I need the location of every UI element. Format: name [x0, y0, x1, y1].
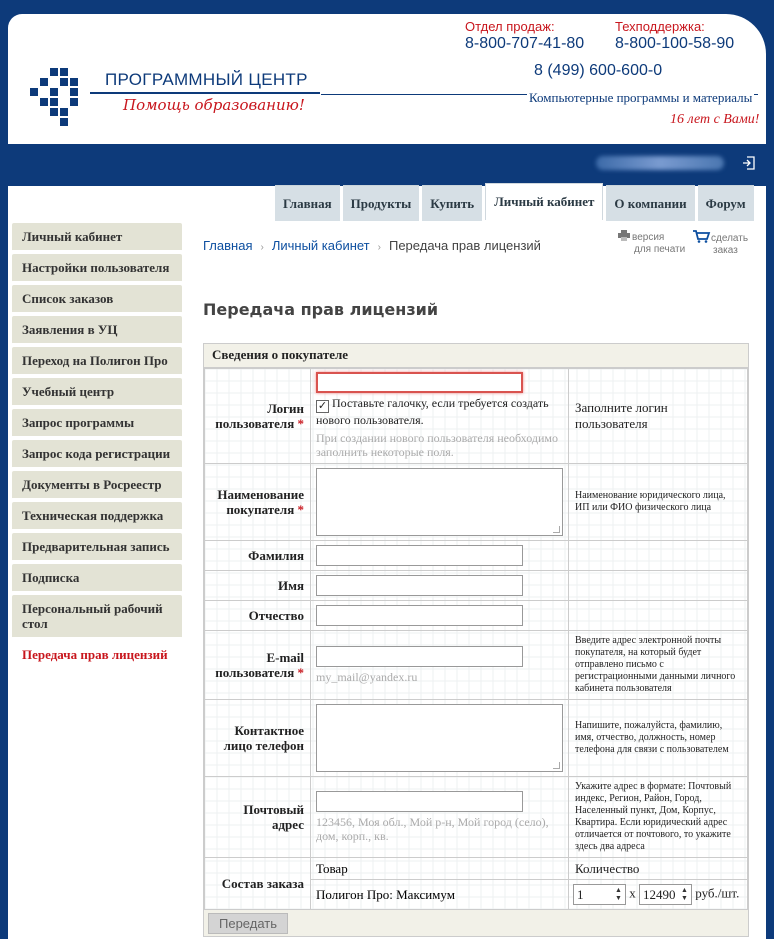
form-section-title: Сведения о покупателе — [204, 344, 748, 368]
times-sign: x — [629, 885, 636, 901]
logout-icon[interactable] — [742, 156, 756, 170]
printer-icon — [618, 230, 630, 241]
product-name: Полигон Про: Максимум — [311, 880, 569, 910]
form-table — [204, 368, 748, 910]
tab-forum[interactable]: Форум — [698, 185, 754, 221]
sidebar-item-uc-applications[interactable]: Заявления в УЦ — [12, 316, 182, 345]
breadcrumb-home[interactable]: Главная — [203, 238, 253, 253]
stepper-arrows-icon[interactable]: ▲ ▼ — [615, 886, 622, 902]
login-label: Логин пользователя * — [205, 369, 311, 464]
tab-about[interactable]: О компании — [606, 185, 694, 221]
sidebar-item-poligon-upgrade[interactable]: Переход на Полигон Про — [12, 347, 182, 376]
email-input[interactable] — [316, 646, 523, 667]
sidebar-item-subscription[interactable]: Подписка — [12, 564, 182, 593]
order-label: Состав заказа — [205, 858, 311, 910]
logo-divider — [90, 92, 320, 94]
tab-products[interactable]: Продукты — [343, 185, 420, 221]
surname-label: Фамилия — [205, 541, 311, 571]
submit-button[interactable]: Передать — [208, 913, 288, 934]
stepper-arrows-icon[interactable]: ▲ ▼ — [681, 886, 688, 902]
sidebar-item-training[interactable]: Учебный центр — [12, 378, 182, 407]
tab-home[interactable]: Главная — [275, 185, 340, 221]
sidebar-item-support[interactable]: Техническая поддержка — [12, 502, 182, 531]
buyer-hint: Наименование юридического лица, ИП или ФИО физического лица — [569, 464, 748, 541]
email-placeholder: my_mail@yandex.ru — [316, 670, 418, 684]
breadcrumb-cabinet[interactable]: Личный кабинет — [271, 238, 370, 253]
quantity-stepper[interactable]: 1 ▲ ▼ — [573, 884, 626, 905]
breadcrumb-current: Передача прав лицензий — [388, 238, 541, 253]
cart-icon — [693, 230, 711, 243]
price-unit: руб./шт. — [695, 885, 740, 901]
sidebar-item-cabinet[interactable]: Личный кабинет — [12, 223, 182, 252]
tab-cabinet[interactable]: Личный кабинет — [485, 183, 603, 220]
sales-label: Отдел продаж: — [465, 19, 555, 34]
sidebar-item-appointment[interactable]: Предварительная запись — [12, 533, 182, 562]
breadcrumb-separator-icon: › — [260, 242, 264, 253]
tab-buy[interactable]: Купить — [422, 185, 482, 221]
create-user-checkbox[interactable]: ✓ — [317, 400, 328, 412]
email-label: E-mail пользователя * — [205, 631, 311, 700]
order-line-1: сделать — [711, 233, 749, 244]
buyer-form — [203, 343, 749, 937]
breadcrumb — [203, 238, 541, 253]
sidebar-item-license-transfer[interactable]: Передача прав лицензий — [12, 641, 182, 670]
page-title: Передача прав лицензий — [203, 300, 439, 319]
create-user-option[interactable] — [316, 396, 563, 428]
user-name-blurred[interactable] — [596, 156, 724, 170]
sidebar-item-desktop[interactable]: Персональный рабочий стол — [12, 595, 182, 639]
support-label: Техподдержка: — [615, 19, 705, 34]
col-product: Товар — [311, 858, 569, 880]
order-line-2: заказ — [713, 245, 738, 256]
make-order-link[interactable] — [693, 230, 748, 257]
sidebar-item-orders[interactable]: Список заказов — [12, 285, 182, 314]
buyer-label: Наименование покупателя * — [205, 464, 311, 541]
price-stepper[interactable]: 12490 ▲ ▼ — [639, 884, 692, 905]
login-hint: Заполните логин пользователя — [569, 369, 748, 464]
patronymic-label: Отчество — [205, 601, 311, 631]
name-label: Имя — [205, 571, 311, 601]
submit-row — [204, 910, 748, 936]
print-line-2: для печати — [634, 244, 686, 255]
col-quantity: Количество — [569, 858, 748, 880]
surname-input[interactable] — [316, 545, 523, 566]
name-input[interactable] — [316, 575, 523, 596]
site-header — [8, 14, 766, 144]
email-hint: Введите адрес электронной почты покупателя, на который будет отправлено письмо с регистрационными данными личного кабинета пользователя — [569, 631, 748, 700]
patronymic-input[interactable] — [316, 605, 523, 626]
login-note: При создании нового пользователя необходимо заполнить некоторые поля. — [316, 431, 558, 459]
main-nav-tabs — [275, 183, 754, 220]
address-input[interactable] — [316, 791, 523, 812]
address-label: Почтовый адрес — [205, 777, 311, 858]
logo-title[interactable]: ПРОГРАММНЫЙ ЦЕНТР — [105, 70, 308, 89]
breadcrumb-separator-icon: › — [377, 242, 381, 253]
address-hint: Укажите адрес в формате: Почтовый индекс, Регион, Район, Город, Населенный пункт, Дом, Корпус, Квартира. Если юридический адрес отличается от почтового, то укажите здесь два адреса — [569, 777, 748, 858]
sales-phone: 8-800-707-41-80 — [465, 35, 585, 52]
main-phone: 8 (499) 600-600-0 — [534, 62, 663, 79]
sidebar-item-request-code[interactable]: Запрос кода регистрации — [12, 440, 182, 469]
logo-slogan: Помощь образованию! — [123, 96, 305, 114]
sidebar-item-request-program[interactable]: Запрос программы — [12, 409, 182, 438]
create-user-checkbox-label: Поставьте галочку, если требуется создать нового пользователя. — [316, 396, 549, 427]
years-slogan: 16 лет с Вами! — [670, 112, 760, 127]
sidebar-item-rosreestr[interactable]: Документы в Росреестр — [12, 471, 182, 500]
buyer-textarea[interactable] — [316, 468, 563, 536]
logo-icon[interactable] — [28, 68, 88, 128]
sidebar-item-user-settings[interactable]: Настройки пользователя — [12, 254, 182, 283]
contact-textarea[interactable] — [316, 704, 563, 772]
sidebar — [12, 223, 182, 672]
address-placeholder: 123456, Моя обл., Мой р-н, Мой город (село), дом, корп., кв. — [316, 815, 549, 843]
contact-hint: Напишите, пожалуйста, фамилию, имя, отчество, должность, номер телефона для связи с пользователем — [569, 700, 748, 777]
contact-label: Контактное лицо телефон — [205, 700, 311, 777]
print-version-link[interactable] — [618, 230, 685, 256]
support-phone: 8-800-100-58-90 — [615, 35, 735, 52]
print-line-1: версия — [632, 232, 665, 243]
login-input[interactable] — [316, 372, 523, 393]
header-tagline: Компьютерные программы и материалы — [529, 90, 753, 105]
